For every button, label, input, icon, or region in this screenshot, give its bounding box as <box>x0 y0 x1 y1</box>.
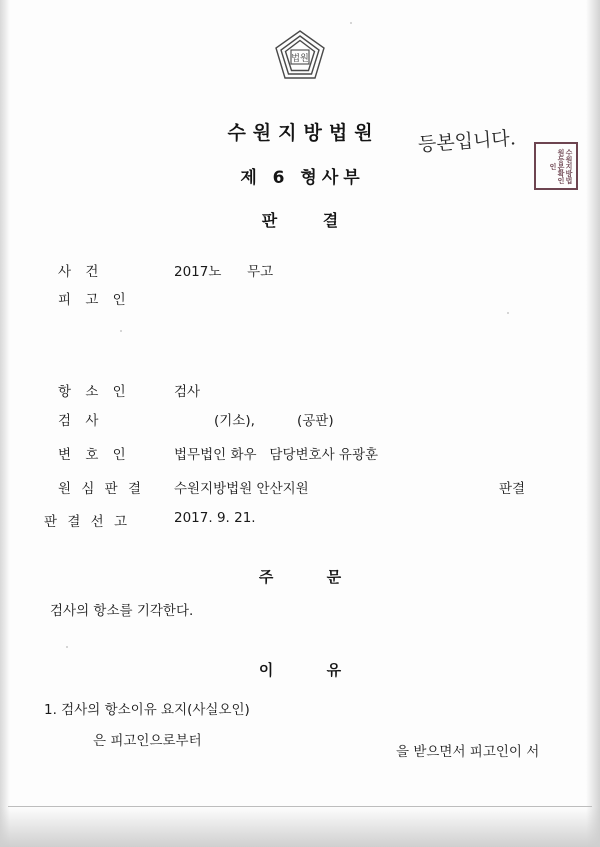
field-row-original-judgment <box>0 477 600 499</box>
field-row-defendant <box>0 288 600 310</box>
field-value: (기소), <box>214 413 255 429</box>
field-value: 수원지방법원 안산지원 <box>174 481 309 497</box>
field-label: 피 고 인 <box>58 292 131 308</box>
field-row-judgment-date <box>0 510 600 532</box>
seal-text: 수원지방법원등본확인인 <box>549 148 573 184</box>
court-name: 수원지방법원 <box>227 122 380 144</box>
field-row-counsel <box>0 443 600 465</box>
field-label: 항 소 인 <box>58 384 131 400</box>
field-value: 검사 <box>174 384 201 400</box>
certification-seal <box>534 142 578 190</box>
field-row-prosecutor <box>0 409 600 431</box>
field-label: 사 건 <box>58 264 104 280</box>
scan-shadow-bottom <box>0 807 600 847</box>
reason-item-1: 1. 검사의 항소이유 요지(사실오인) <box>44 702 250 718</box>
reason-body-left: 은 피고인으로부터 <box>93 733 202 749</box>
field-label: 검 사 <box>58 413 104 429</box>
court-emblem-icon <box>272 28 328 86</box>
document-type-title: 판 결 <box>261 211 359 230</box>
field-value: 법무법인 화우 담당변호사 유광훈 <box>174 447 379 463</box>
field-label: 원 심 판 결 <box>58 481 145 497</box>
reason-heading: 이 유 <box>258 661 366 679</box>
field-label: 판 결 선 고 <box>44 514 131 530</box>
scan-speck <box>66 646 68 648</box>
order-text: 검사의 항소를 기각한다. <box>50 603 194 619</box>
order-heading: 주 문 <box>258 568 366 586</box>
svg-text:법원: 법원 <box>291 54 309 64</box>
field-value: 2017. 9. 21. <box>174 510 256 526</box>
scan-speck <box>120 330 122 332</box>
field-row-case <box>0 260 600 282</box>
scan-speck <box>507 312 509 314</box>
field-value: 2017노 무고 <box>174 264 274 280</box>
field-label: 변 호 인 <box>58 447 131 463</box>
scan-speck <box>350 22 352 24</box>
field-value-trailing: 판결 <box>499 481 526 497</box>
reason-body-right: 을 받으면서 피고인이 서 <box>396 744 540 760</box>
division-name: 제 6 형사부 <box>240 168 365 188</box>
field-row-appellant <box>0 380 600 402</box>
field-value-secondary: (공판) <box>297 413 334 429</box>
page-fold-line <box>8 806 592 807</box>
certification-note: 등본입니다. <box>417 127 517 156</box>
